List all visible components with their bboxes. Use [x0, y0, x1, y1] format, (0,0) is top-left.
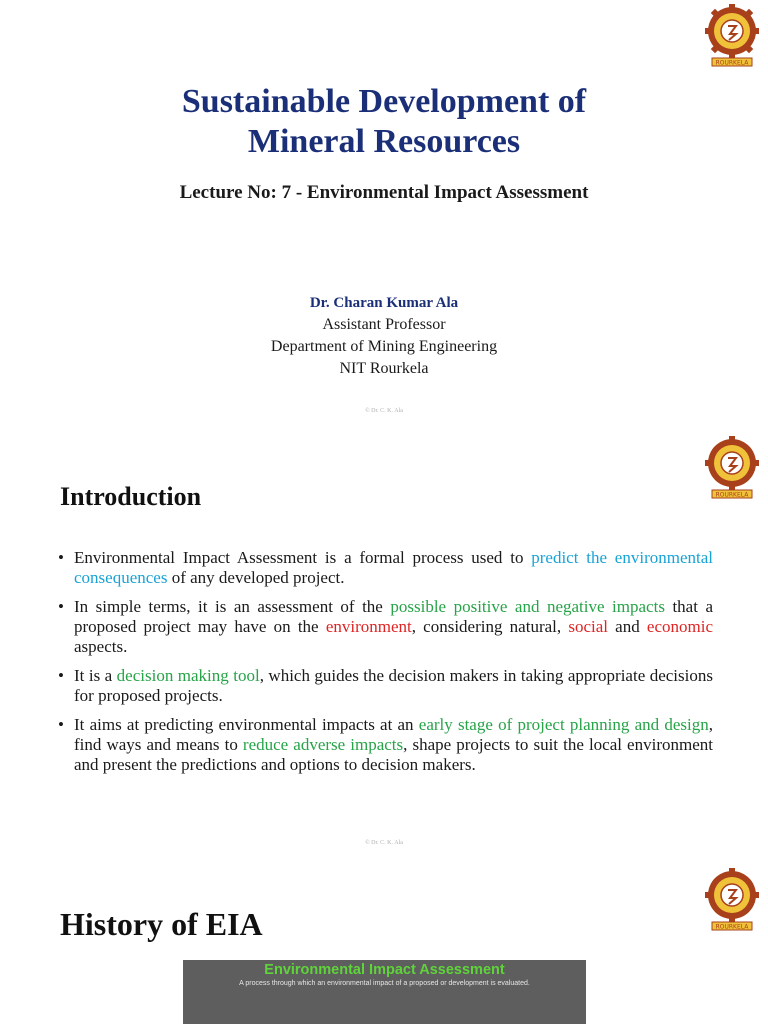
title-slide	[0, 0, 768, 432]
history-heading: History of EIA	[60, 906, 263, 942]
author-department: Department of Mining Engineering	[270, 338, 498, 355]
introduction-heading: Introduction	[60, 482, 202, 511]
bullet-item: • It is a decision making tool, which guides the decision makers in taking appropriate decisions for proposed projects.	[58, 666, 713, 706]
introduction-bullets	[58, 548, 713, 784]
logo-text: ROURKELA	[715, 59, 749, 67]
banner-subtitle: A process through which an environmental impact of a proposed or development is evaluated.	[239, 980, 530, 987]
slide-title-line-1: Sustainable Development of	[181, 83, 587, 120]
history-slide	[0, 864, 768, 1024]
author-name: Dr. Charan Kumar Ala	[309, 295, 459, 311]
copyright-note: © Dr. C. K. Ala	[365, 840, 403, 846]
logo-text: ROURKELA	[715, 923, 749, 931]
introduction-slide	[0, 432, 768, 864]
copyright-note: © Dr. C. K. Ala	[365, 408, 403, 414]
banner-title: Environmental Impact Assessment	[264, 962, 505, 978]
nit-rourkela-logo-icon	[702, 868, 762, 932]
bullet-item: • In simple terms, it is an assessment of the possible positive and negative impacts that a proposed project may have on the environment, considering natural, social and economic aspects.	[58, 597, 713, 657]
slide-title-line-2: Mineral Resources	[247, 123, 521, 160]
slide-subtitle: Lecture No: 7 - Environmental Impact Assessment	[179, 182, 589, 203]
nit-rourkela-logo-icon	[702, 436, 762, 500]
bullet-item: • Environmental Impact Assessment is a formal process used to predict the environmental consequences of any developed project.	[58, 548, 713, 588]
slide-title	[0, 82, 768, 162]
author-role: Assistant Professor	[322, 316, 446, 333]
author-institute: NIT Rourkela	[339, 360, 429, 377]
nit-rourkela-logo-icon	[702, 4, 762, 68]
bullet-item: • It aims at predicting environmental impacts at an early stage of project planning and design, find ways and means to reduce adverse impacts, shape projects to suit the local environment and present the predictions and options to decision makers.	[58, 715, 713, 775]
eia-banner-image	[183, 960, 586, 1024]
author-block	[0, 292, 768, 380]
logo-text: ROURKELA	[715, 491, 749, 499]
